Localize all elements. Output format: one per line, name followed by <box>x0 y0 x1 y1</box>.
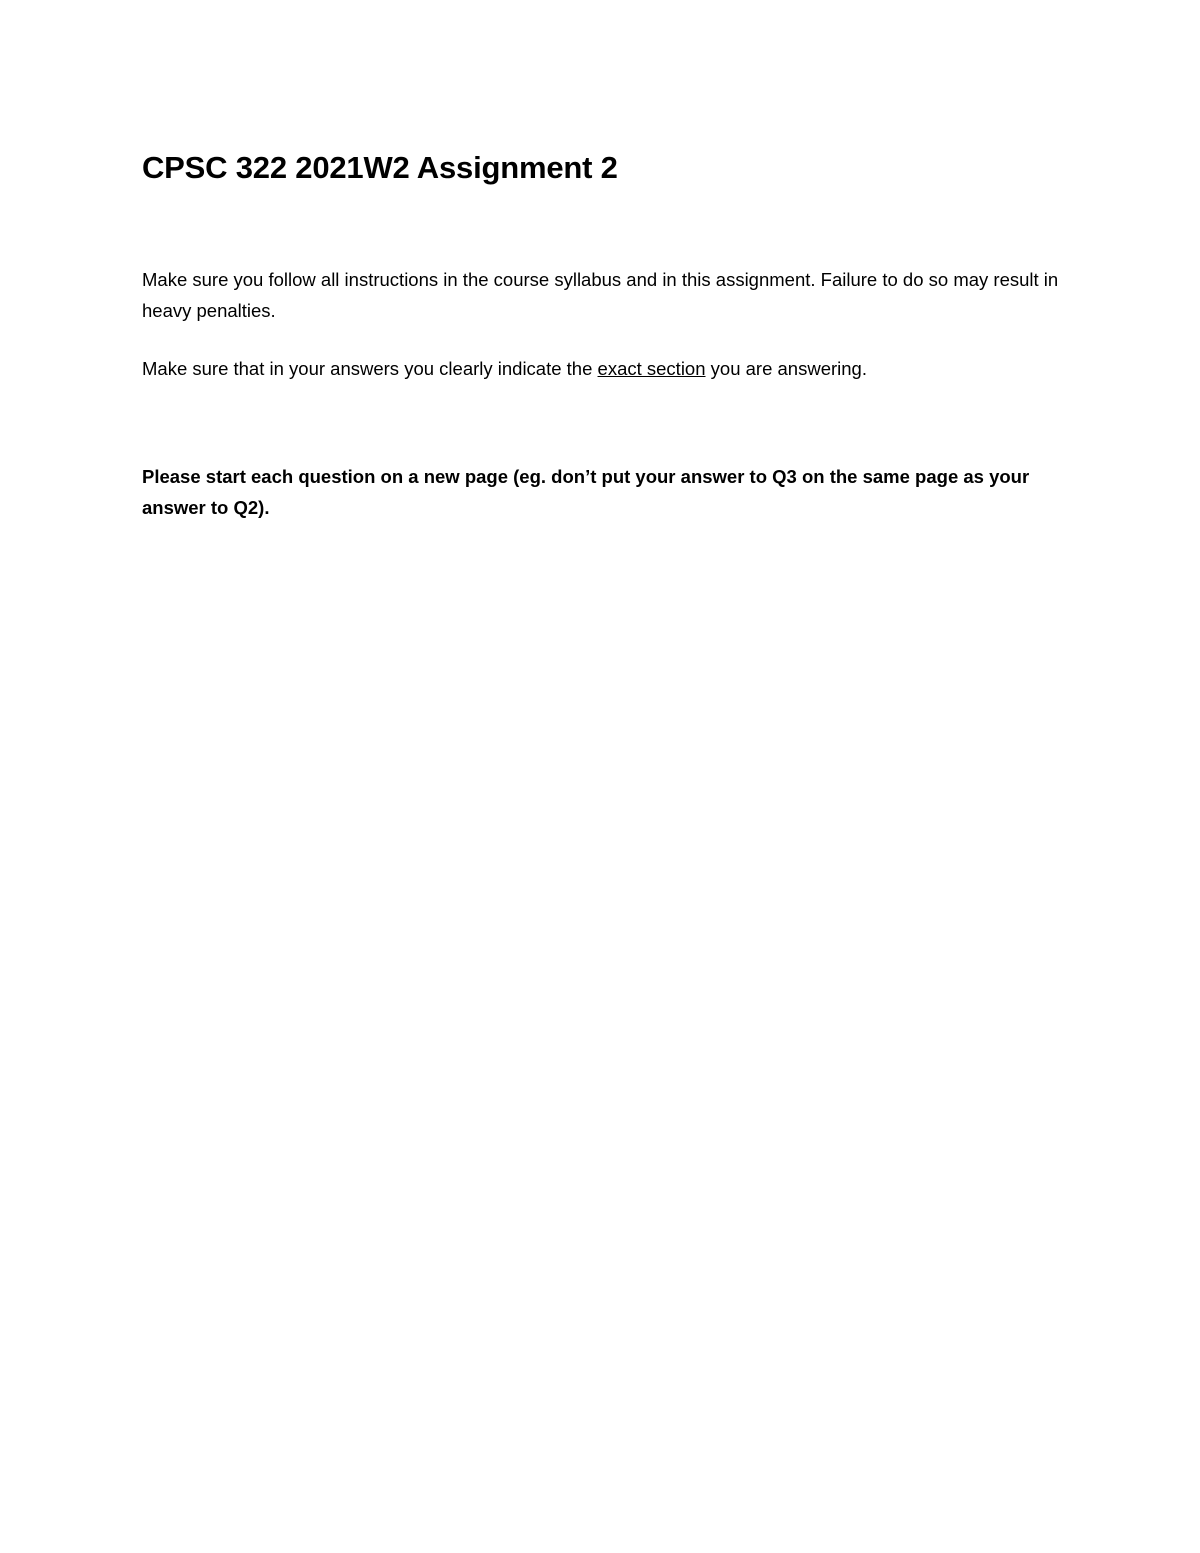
section-indication-text-before: Make sure that in your answers you clearly indicate the <box>142 358 598 379</box>
exact-section-emphasis: exact section <box>597 358 706 379</box>
document-content <box>142 146 1062 523</box>
instructions-paragraph: Make sure you follow all instructions in the course syllabus and in this assignment. Failure to do so may result in heavy penalties. <box>142 269 1059 321</box>
document-title: CPSC 322 2021W2 Assignment 2 <box>142 150 618 185</box>
new-page-notice: Please start each question on a new page (eg. don’t put your answer to Q3 on the same page as your answer to Q2). <box>142 466 1030 518</box>
section-indication-text-after: you are answering. <box>705 358 867 379</box>
section-indication-paragraph <box>142 353 1062 384</box>
